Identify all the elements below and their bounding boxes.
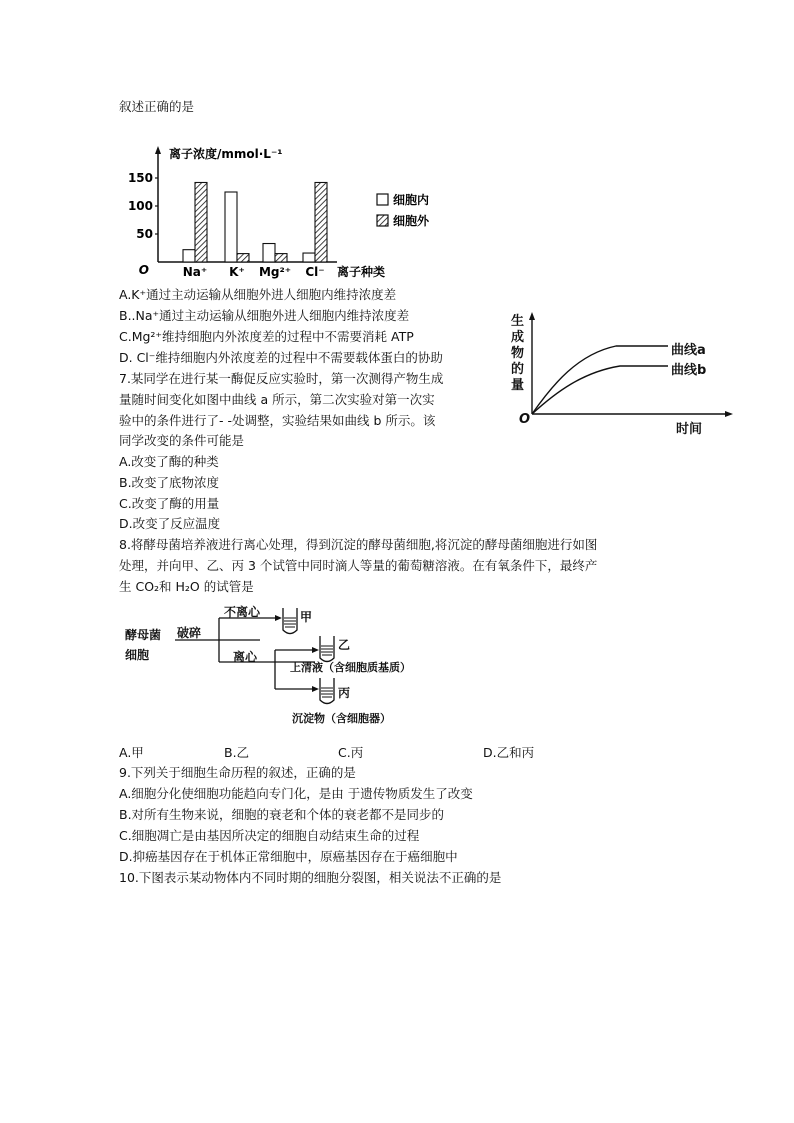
y-axis-label: 离子浓度/mmol·L⁻¹ (169, 147, 283, 161)
yeast-diagram (120, 600, 440, 730)
q8-stem-1: 8.将酵母菌培养液进行离心处理，得到沉淀的酵母菌细胞,将沉淀的酵母菌细胞进行如图 (119, 537, 598, 552)
q8-option-d: D.乙和丙 (483, 745, 535, 760)
y-tick-label: 150 (127, 171, 153, 185)
q9-option-c: C.细胞凋亡是由基因所决定的细胞自动结束生命的过程 (119, 828, 420, 843)
test-tube-yi (320, 636, 334, 662)
bar-inside-2 (263, 244, 275, 262)
q9-stem: 9.下列关于细胞生命历程的叙述，正确的是 (119, 765, 356, 780)
bar-outside-1 (237, 254, 249, 262)
q6-option-d: D. Cl⁻维持细胞内外浓度差的过程中不需要载体蛋白的协助 (119, 350, 443, 365)
q7-option-c: C.改变了酶的用量 (119, 496, 220, 511)
q8-stem-3: 生 CO₂和 H₂O 的试管是 (119, 579, 254, 594)
no-centrifuge-label: 不离心 (224, 605, 261, 619)
tube-bing-label: 丙 (338, 686, 351, 700)
q10-stem: 10.下图表示某动物体内不同时期的细胞分裂图，相关说法不正确的是 (119, 870, 502, 885)
x-tick-label: Na⁺ (182, 265, 208, 279)
q6-option-a: A.K⁺通过主动运输从细胞外进人细胞内维持浓度差 (119, 287, 397, 302)
x-axis-label: 离子种类 (337, 265, 386, 279)
sediment-label: 沉淀物（含细胞器） (292, 712, 391, 725)
test-tube-bing (320, 678, 334, 704)
legend-swatch-inside (377, 194, 388, 205)
centrifuge-label: 离心 (233, 650, 258, 664)
q7-option-a: A.改变了酶的种类 (119, 454, 219, 469)
crush-label: 破碎 (177, 626, 202, 640)
graph-x-label: 时间 (676, 422, 703, 437)
bar-outside-3 (315, 182, 327, 262)
graph-origin: O (519, 412, 531, 427)
q7-stem-4: 同学改变的条件可能是 (119, 433, 245, 448)
yeast-label-2: 细胞 (125, 648, 150, 662)
legend-swatch-outside (377, 215, 388, 226)
legend-inside: 细胞内 (393, 193, 430, 207)
bar-outside-2 (275, 254, 287, 262)
q7-stem-2: 量随时间变化如图中曲线 a 所示，第二次实验对第一次实 (119, 392, 435, 407)
y-tick-label: O (138, 263, 149, 277)
x-tick-label: K⁺ (229, 265, 245, 279)
x-tick-label: Mg²⁺ (258, 265, 292, 279)
q8-option-a: A.甲 (119, 745, 144, 760)
graph-y-label: 生 成 物 的 量 (511, 314, 525, 393)
q9-option-b: B.对所有生物来说，细胞的衰老和个体的衰老都不是同步的 (119, 807, 445, 822)
tube-yi-label: 乙 (338, 638, 351, 652)
q7-stem-3: 验中的条件进行了- -处调整，实验结果如曲线 b 所示。该 (119, 413, 436, 428)
x-tick-label: Cl⁻ (305, 265, 325, 279)
q8-option-b: B.乙 (224, 745, 250, 760)
supernatant-label: 上清液（含细胞质基质） (290, 661, 411, 674)
y-tick-label: 100 (127, 199, 153, 213)
q6-option-c: C.Mg²⁺维持细胞内外浓度差的过程中不需要消耗 ATP (119, 329, 414, 344)
q9-option-d: D.抑癌基因存在于机体正常细胞中，原癌基因存在于癌细胞中 (119, 849, 458, 864)
q7-option-b: B.改变了底物浓度 (119, 475, 220, 490)
enzyme-curve-graph (508, 312, 733, 442)
bar-inside-0 (183, 250, 195, 262)
q6-option-b: B..Na⁺通过主动运输从细胞外进人细胞内维持浓度差 (119, 308, 410, 323)
yeast-label-1: 酵母菌 (125, 628, 162, 642)
y-tick-label: 50 (136, 227, 153, 241)
bar-outside-0 (195, 182, 207, 262)
intro-text: 叙述正确的是 (119, 99, 195, 114)
q7-option-d: D.改变了反应温度 (119, 516, 221, 531)
bar-inside-1 (225, 192, 237, 262)
ion-bar-chart (125, 140, 455, 285)
q8-option-c: C.丙 (338, 745, 364, 760)
q7-stem-1: 7.某同学在进行某一酶促反应实验时，第一次测得产物生成 (119, 371, 444, 386)
tube-jia-label: 甲 (300, 610, 313, 624)
bar-inside-3 (303, 253, 315, 262)
curve-a-label: 曲线a (671, 343, 706, 358)
curve-b-label: 曲线b (671, 363, 707, 378)
test-tube-jia (283, 608, 297, 634)
legend-outside: 细胞外 (393, 214, 430, 228)
q8-stem-2: 处理，并向甲、乙、丙 3 个试管中同时滴人等量的葡萄糖溶液。在有氧条件下，最终产 (119, 558, 598, 573)
q9-option-a: A.细胞分化使细胞功能趋向专门化，是由 于遗传物质发生了改变 (119, 786, 473, 801)
curve-b (532, 366, 668, 414)
curve-a (532, 346, 668, 414)
